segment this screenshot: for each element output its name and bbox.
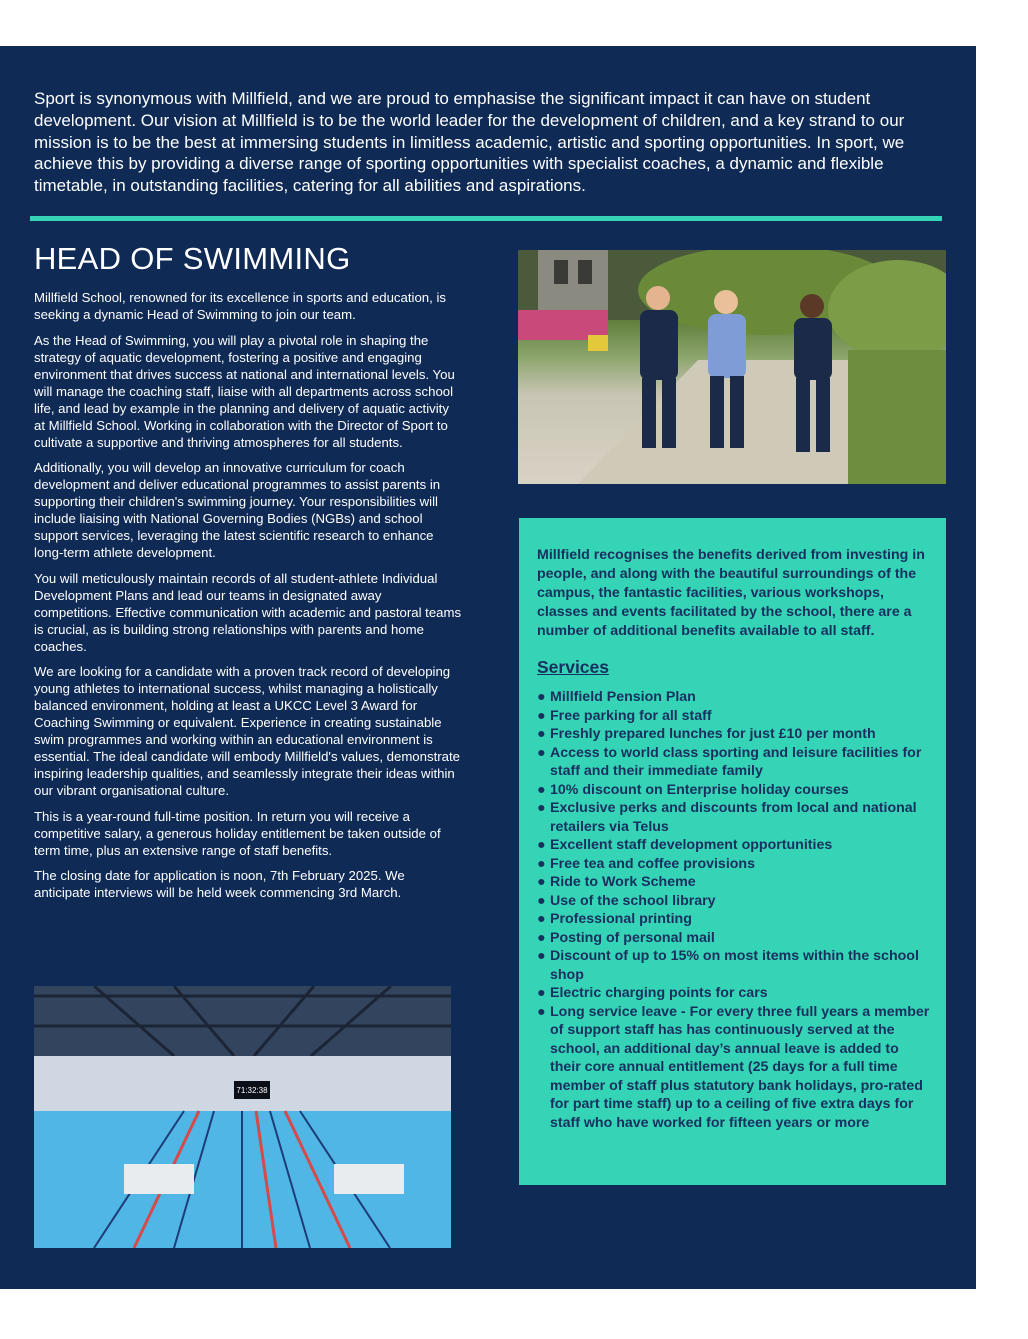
service-label: Use of the school library: [550, 892, 716, 909]
bullet-icon: ●: [537, 874, 546, 890]
job-paragraph: You will meticulously maintain records of all student-athlete Individual Development Plans and lead our teams in designated away competitions. Effective communication with academic and pastoral teams is crucial, as is building strong relationships with parents and home coaches.: [34, 570, 462, 654]
list-item: [537, 725, 933, 744]
job-paragraph: As the Head of Swimming, you will play a pivotal role in shaping the strategy of aquatic development, fostering a positive and engaging environment that drives success at national and international levels. You will manage the coaching staff, liaise with all departments across school life, and lead by example in the planning and delivery of aquatic activity at Millfield School. Working in collaboration with the Director of Sport to cultivate a supportive and thriving atmospheres for all students.: [34, 332, 455, 450]
bullet-icon: ●: [537, 948, 546, 964]
list-item: [537, 688, 933, 707]
service-label: Electric charging points for cars: [550, 985, 768, 1001]
list-item: [537, 984, 933, 1003]
intro-paragraph: Sport is synonymous with Millfield, and we are proud to emphasise the significant impact it can have on student development. Our vision at Millfield is to be the world leader for the development of children, and a key strand to our mission is to be the best at immersing students in limitless academic, artistic and sporting opportunities. In sport, we achieve this by providing a diverse range of sporting opportunities with specialist coaches, a dynamic and flexible timetable, in outstanding facilities, catering for all abilities and aspirations.: [34, 89, 905, 196]
services-heading: Services: [537, 657, 610, 677]
job-paragraph: Additionally, you will develop an innovative curriculum for coach development and deliver educational programmes to assist parents in supporting their children's swimming journey. Your responsibilities will include liaising with National Governing Bodies (NGBs) and school support services, leveraging the latest scientific research to enhance long-term athlete development.: [34, 460, 441, 560]
list-item: [537, 799, 933, 836]
list-item: [537, 707, 933, 726]
bullet-icon: ●: [537, 929, 546, 946]
bullet-icon: ●: [537, 892, 546, 909]
section-divider: [30, 216, 942, 221]
benefits-intro: Millfield recognises the benefits derived from investing in people, and along with the beautiful surroundings of the campus, the fantastic facilities, various workshops, classes and events facilitated by the school, there are a number of additional benefits available to all staff.: [537, 547, 925, 639]
list-item: [537, 873, 933, 892]
job-paragraph: Millfield School, renowned for its excellence in sports and education, is seeking a dynamic Head of Swimming to join our team.: [34, 290, 446, 322]
service-label: Freshly prepared lunches for just £10 per month: [550, 726, 876, 742]
bullet-icon: ●: [537, 781, 546, 798]
service-label: Ride to Work Scheme: [550, 874, 696, 890]
list-item: [537, 1003, 933, 1133]
service-label: Free tea and coffee provisions: [550, 855, 755, 872]
service-label: 10% discount on Enterprise holiday courses: [550, 781, 849, 798]
list-item: [537, 947, 933, 984]
list-item: [537, 910, 933, 929]
service-label: Exclusive perks and discounts from local and national retailers via Telus: [550, 800, 917, 835]
students-walking-photo: [518, 250, 946, 484]
job-paragraph: The closing date for application is noon, 7th February 2025. We anticipate interviews will be held week commencing 3rd March.: [34, 868, 405, 900]
job-paragraph: We are looking for a candidate with a proven track record of developing young athletes to international success, whilst managing a holistically balanced environment, holding at least a UKCC Level 3 Award for Coaching Swimming or equivalent. Experience in creating sustainable swim programmes and working within an educational environment is essential. The ideal candidate will embody Millfield's values, demonstrate inspiring leadership qualities, and seamlessly integrate their ideas within our vibrant organisational culture.: [34, 664, 460, 798]
job-description: [34, 289, 462, 910]
bullet-icon: ●: [537, 744, 546, 761]
bullet-icon: ●: [537, 837, 546, 853]
list-item: [537, 744, 933, 781]
bullet-icon: ●: [537, 689, 546, 705]
bullet-icon: ●: [537, 911, 546, 927]
swimming-pool-illustration: [34, 986, 451, 1248]
job-paragraph: This is a year-round full-time position. In return you will receive a competitive salary, a generous holiday entitlement be taken outside of term time, plus an extensive range of staff benefits.: [34, 808, 441, 858]
list-item: [537, 892, 933, 911]
list-item: [537, 855, 933, 874]
service-label: Posting of personal mail: [550, 929, 715, 946]
services-list: [537, 688, 933, 1132]
students-walking-illustration: [518, 250, 946, 484]
service-label: Free parking for all staff: [550, 707, 712, 724]
service-label: Excellent staff development opportunities: [550, 837, 833, 853]
bullet-icon: ●: [537, 800, 546, 816]
list-item: [537, 929, 933, 948]
swimming-pool-photo: [34, 986, 451, 1248]
bullet-icon: ●: [537, 1003, 546, 1020]
list-item: [537, 836, 933, 855]
service-label: Access to world class sporting and leisure facilities for staff and their immediate family: [550, 744, 922, 779]
list-item: [537, 781, 933, 800]
job-title: HEAD OF SWIMMING: [34, 241, 351, 276]
service-label: Professional printing: [550, 911, 692, 927]
bullet-icon: ●: [537, 707, 546, 724]
service-label: Millfield Pension Plan: [550, 689, 696, 705]
scoreboard-text: 71:32:38: [236, 1086, 268, 1095]
service-label: Long service leave - For every three full years a member of support staff has has continuously served at the school, an additional day’s annual leave is added to their core annual entitlement (25 days for a full time member of staff plus statutory bank holidays, pro-rated for part time staff) up to a ceiling of five extra days for staff who have worked for fifteen years or more: [550, 1003, 930, 1131]
bullet-icon: ●: [537, 855, 546, 872]
service-label: Discount of up to 15% on most items within the school shop: [550, 948, 919, 983]
bullet-icon: ●: [537, 726, 546, 742]
bullet-icon: ●: [537, 985, 546, 1001]
